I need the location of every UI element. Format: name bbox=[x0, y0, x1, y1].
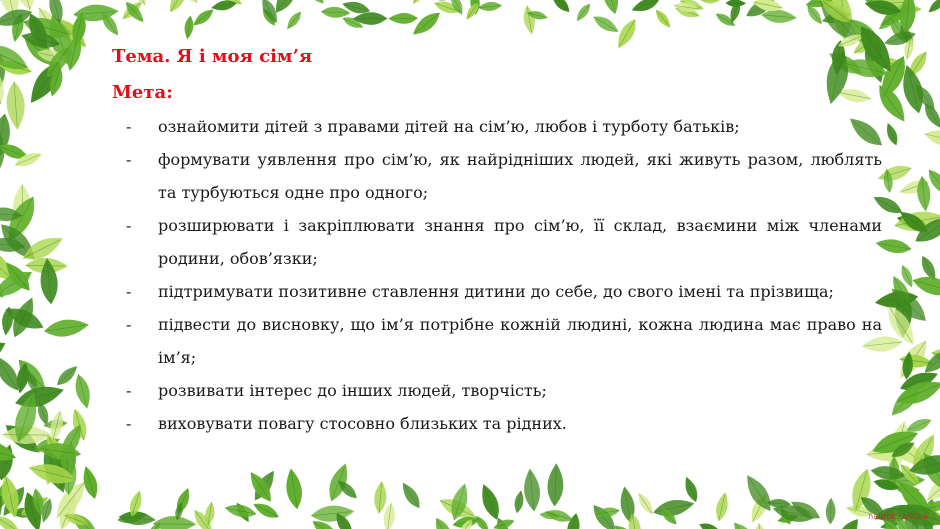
goal-text: ознайомити дітей з правами дітей на сім’ю, любов і турботу батьків; bbox=[158, 117, 740, 136]
goals-list bbox=[112, 110, 882, 440]
watermark: naurok.com.ua bbox=[868, 512, 928, 521]
goal-item bbox=[112, 209, 882, 275]
goal-text: підтримувати позитивне ставлення дитини до себе, до свого імені та прізвища; bbox=[158, 282, 834, 301]
goal-text: виховувати повагу стосовно близьких та рідних. bbox=[158, 414, 567, 433]
goal-item bbox=[112, 374, 882, 407]
goal-text: розвивати інтерес до інших людей, творчість; bbox=[158, 381, 547, 400]
bullet-dash: - bbox=[126, 315, 132, 334]
leaf-icon bbox=[830, 515, 863, 529]
leaf-icon bbox=[698, 520, 724, 529]
bullet-dash: - bbox=[126, 414, 132, 433]
goal-item bbox=[112, 407, 882, 440]
bullet-dash: - bbox=[126, 117, 132, 136]
leaf-icon bbox=[599, 0, 622, 16]
leaf-icon bbox=[166, 0, 191, 15]
leaf-icon bbox=[701, 0, 720, 3]
leaf-icon bbox=[409, 0, 430, 6]
leaf-icon bbox=[926, 0, 940, 15]
bullet-dash: - bbox=[126, 282, 132, 301]
goal-item bbox=[112, 143, 882, 209]
goal-text: підвести до висновку, що ім’я потрібне кожній людині, кожна людина має право на ім’я; bbox=[158, 315, 882, 367]
leaf-icon bbox=[753, 523, 768, 529]
bullet-dash: - bbox=[126, 216, 132, 235]
bullet-dash: - bbox=[126, 381, 132, 400]
goal-label: Мета: bbox=[112, 82, 173, 103]
bullet-dash: - bbox=[126, 150, 132, 169]
lesson-title: Тема. Я і моя сім’я bbox=[112, 46, 313, 67]
leaf-icon bbox=[923, 127, 940, 150]
goal-text: формувати уявлення про сім’ю, як найрідніших людей, які живуть разом, люблять та турбуються одне про одного; bbox=[158, 150, 882, 202]
goal-item bbox=[112, 110, 882, 143]
goal-text: розширювати і закріплювати знання про сім’ю, її склад, взаємини між членами родини, обов’язки; bbox=[158, 216, 882, 268]
leaf-icon bbox=[424, 0, 456, 2]
goal-item bbox=[112, 275, 882, 308]
leaf-icon bbox=[210, 0, 237, 13]
goal-item bbox=[112, 308, 882, 374]
slide-content bbox=[112, 46, 882, 440]
